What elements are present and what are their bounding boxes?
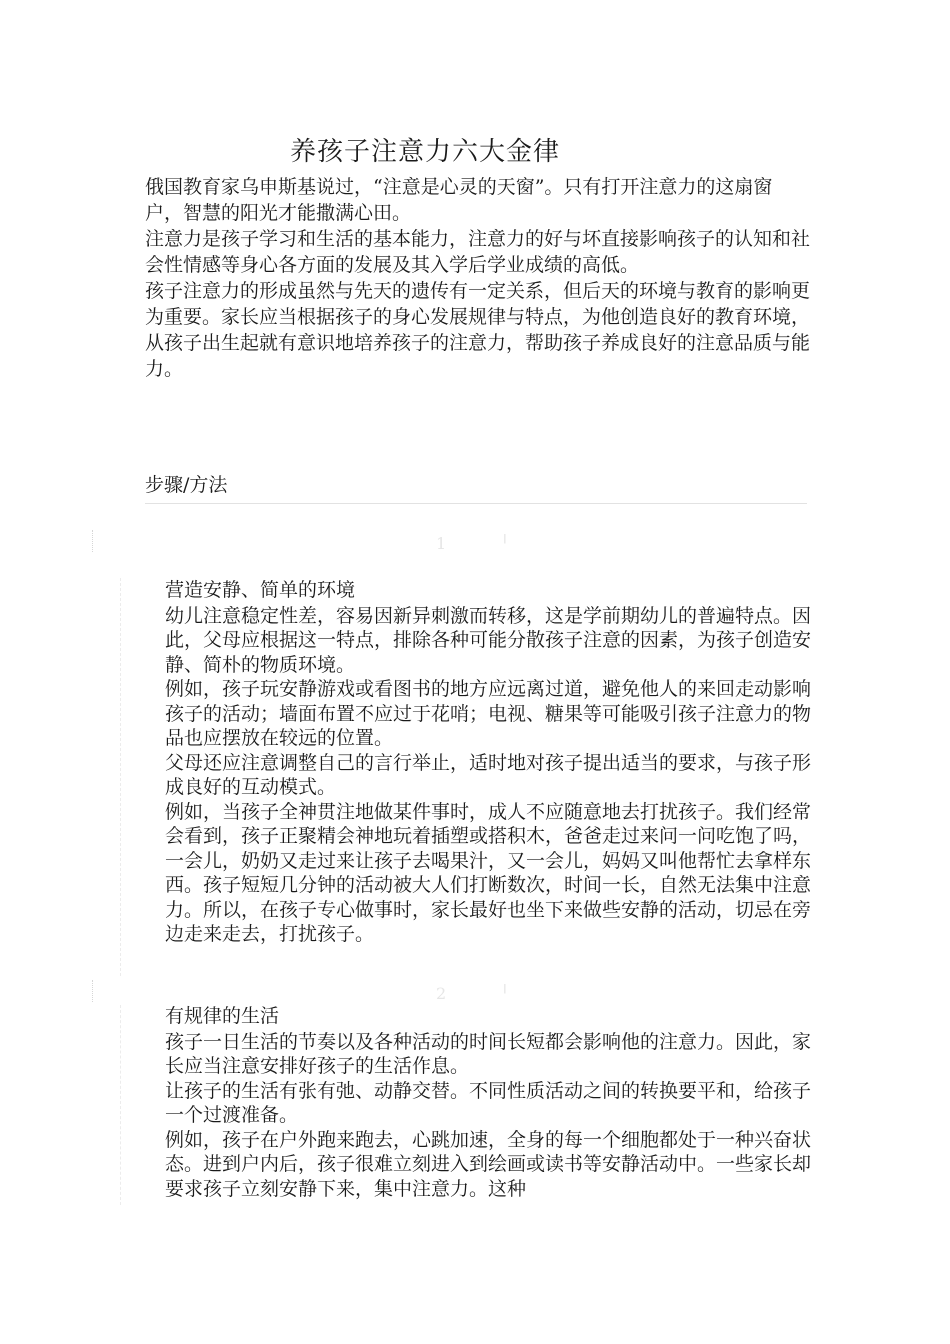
step-paragraph: 幼儿注意稳定性差，容易因新异刺激而转移，这是学前期幼儿的普遍特点。因此，父母应根据这一特点，排除各种可能分散孩子注意的因素，为孩子创造安静、简朴的物质环境。 bbox=[165, 604, 812, 676]
step-block-2 bbox=[165, 1004, 820, 1201]
step-number: 2 bbox=[436, 984, 447, 1003]
step-paragraph: 孩子一日生活的节奏以及各种活动的时间长短都会影响他的注意力。因此，家长应当注意安排好孩子的生活作息。 bbox=[165, 1030, 812, 1077]
section-divider bbox=[145, 503, 807, 504]
step-number: 1 bbox=[436, 534, 447, 553]
step-paragraph: 例如，孩子玩安静游戏或看图书的地方应远离过道，避免他人的来回走动影响孩子的活动；墙面布置不应过于花哨；电视、糖果等可能吸引孩子注意力的物品也应摆放在较远的位置。 bbox=[165, 678, 812, 749]
intro-paragraph: 注意力是孩子学习和生活的基本能力，注意力的好与坏直接影响孩子的认知和社会性情感等身心各方面的发展及其入学后学业成绩的高低。 bbox=[145, 228, 811, 276]
step-block-1 bbox=[165, 578, 820, 947]
step-paragraph: 让孩子的生活有张有弛、动静交替。不同性质活动之间的转换要平和，给孩子一个过渡准备。 bbox=[165, 1079, 812, 1126]
step-number-tail: ╵ bbox=[500, 534, 510, 553]
document-title: 养孩子注意力六大金律 bbox=[290, 137, 561, 167]
step-guide-line bbox=[120, 578, 121, 976]
step-guide-line bbox=[120, 1005, 121, 1205]
step-title: 营造安静、简单的环境 bbox=[165, 579, 356, 601]
step-number-tail: ╵ bbox=[500, 984, 510, 1003]
intro-section bbox=[145, 174, 810, 382]
step-paragraph: 例如，当孩子全神贯注地做某件事时，成人不应随意地去打扰孩子。我们经常会看到，孩子正聚精会神地玩着插塑或搭积木，爸爸走过来问一问吃饱了吗，一会儿，奶奶又走过来让孩子去喝果汁，又一会儿，妈妈又叫他帮忙去拿样东西。孩子短短几分钟的活动被大人们打断数次，时间一长，自然无法集中注意力。所以，在孩子专心做事时，家长最好也坐下来做些安静的活动，切忌在旁边走来走去，打扰孩子。 bbox=[165, 800, 812, 945]
step-paragraph: 例如，孩子在户外跑来跑去，心跳加速，全身的每一个细胞都处于一种兴奋状态。进到户内后，孩子很难立刻进入到绘画或读书等安静活动中。一些家长却要求孩子立刻安静下来，集中注意力。这种 bbox=[165, 1128, 812, 1200]
intro-paragraph: 俄国教育家乌申斯基说过，“注意是心灵的天窗”。只有打开注意力的这扇窗户，智慧的阳光才能撒满心田。 bbox=[145, 176, 773, 224]
step-paragraph: 父母还应注意调整自己的言行举止，适时地对孩子提出适当的要求，与孩子形成良好的互动模式。 bbox=[165, 751, 812, 798]
section-heading: 步骤/方法 bbox=[145, 474, 228, 496]
step-title: 有规律的生活 bbox=[165, 1005, 280, 1027]
intro-paragraph: 孩子注意力的形成虽然与先天的遗传有一定关系，但后天的环境与教育的影响更为重要。家长应当根据孩子的身心发展规律与特点，为他创造良好的教育环境，从孩子出生起就有意识地培养孩子的注意力，帮助孩子养成良好的注意品质与能力。 bbox=[145, 280, 811, 380]
step-marker bbox=[92, 980, 94, 1002]
step-marker bbox=[92, 530, 94, 552]
